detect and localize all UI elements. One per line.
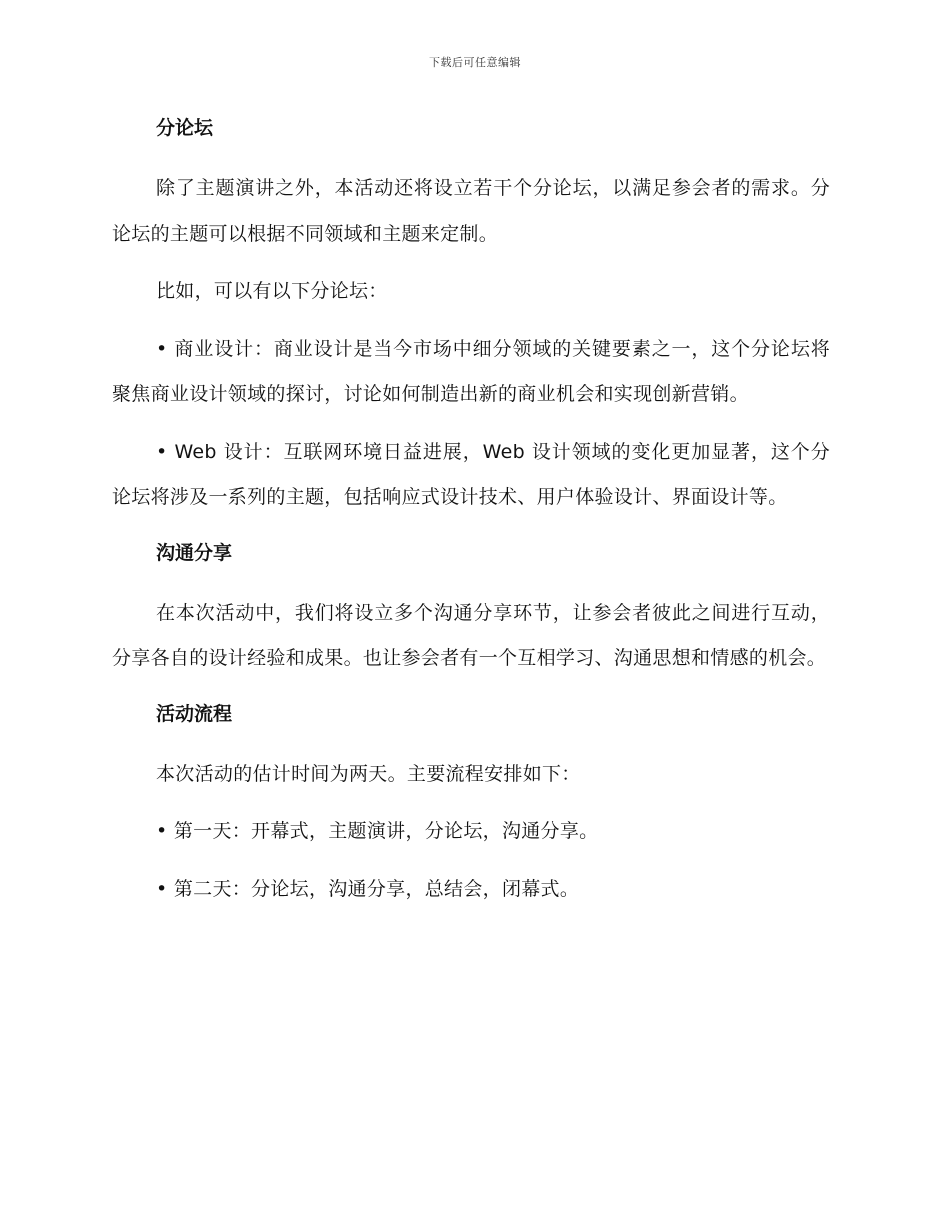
section-heading-sharing: 沟通分享 [156,541,233,564]
bullet-item-day-two: • 第二天：分论坛，沟通分享，总结会，闭幕式。 [156,877,580,900]
paragraph: 在本次活动中，我们将设立多个沟通分享环节，让参会者彼此之间进行互动，分享各自的设计经验和成果。也让参会者有一个互相学习、沟通思想和情感的机会。 [112,601,830,669]
paragraph: 比如，可以有以下分论坛： [156,280,388,302]
section-heading-forums: 分论坛 [156,117,214,139]
bullet-item-web-design: • Web 设计：互联网环境日益进展，Web 设计领域的变化更加显著，这个分论坛将涉及一系列的主题，包括响应式设计技术、用户体验设计、界面设计等。 [112,440,830,508]
paragraph: 除了主题演讲之外，本活动还将设立若干个分论坛，以满足参会者的需求。分论坛的主题可以根据不同领域和主题来定制。 [112,177,830,245]
bullet-item-day-one: • 第一天：开幕式，主题演讲，分论坛，沟通分享。 [156,820,599,842]
bullet-item-business-design: • 商业设计：商业设计是当今市场中细分领域的关键要素之一，这个分论坛将聚焦商业设计领域的探讨，讨论如何制造出新的商业机会和实现创新营销。 [112,337,830,405]
page-header: 下载后可任意编辑 [429,56,521,69]
section-heading-process: 活动流程 [156,702,233,725]
paragraph: 本次活动的估计时间为两天。主要流程安排如下： [156,762,581,785]
document-body [112,108,830,924]
